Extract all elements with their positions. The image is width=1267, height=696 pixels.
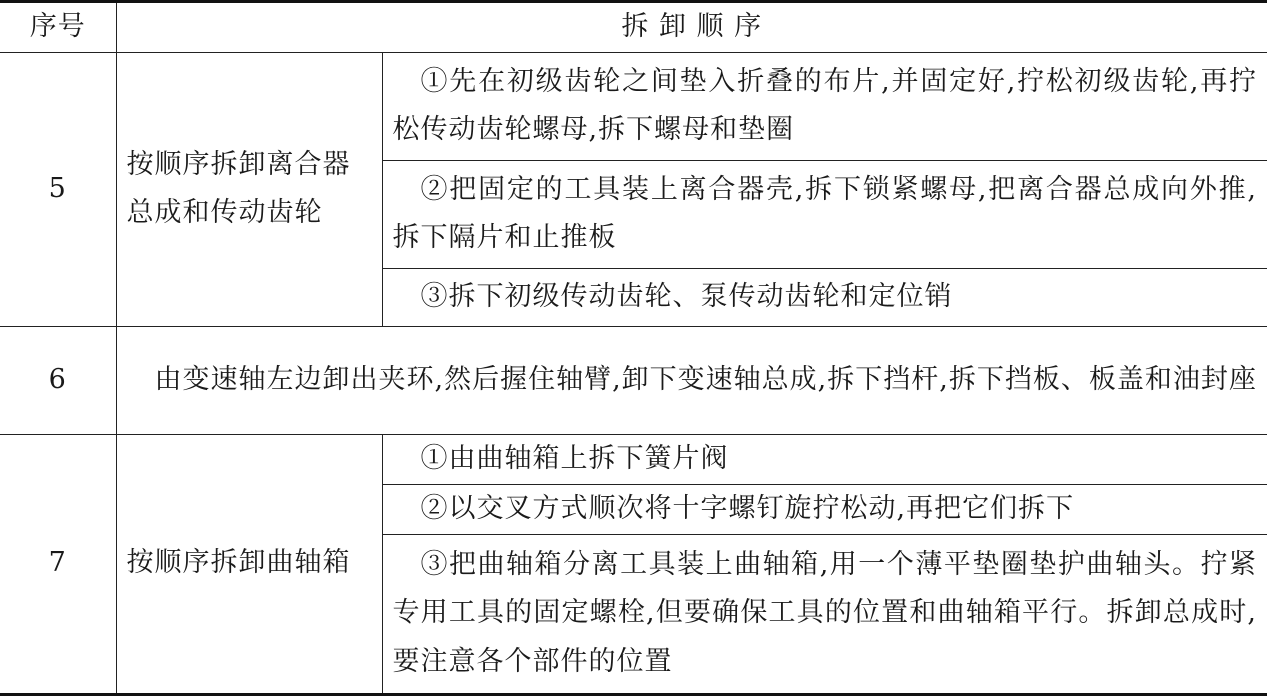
step-6-text: 由变速轴左边卸出夹环,然后握住轴臂,卸下变速轴总成,拆下挡杆,拆下挡板、板盖和油封座 xyxy=(116,326,1267,434)
step-7-3: ③把曲轴箱分离工具装上曲轴箱,用一个薄平垫圈垫护曲轴头。拧紧专用工具的固定螺栓,但要确保工具的位置和曲轴箱平行。拆卸总成时,要注意各个部件的位置 xyxy=(382,534,1267,694)
step-group-clutch-and-drive-gear: 按顺序拆卸离合器总成和传动齿轮 xyxy=(116,52,382,326)
step-group-crankcase: 按顺序拆卸曲轴箱 xyxy=(116,434,382,694)
header-sequence-number: 序号 xyxy=(0,2,116,53)
row-number-5: 5 xyxy=(0,52,116,326)
header-disassembly-sequence: 拆 卸 顺 序 xyxy=(116,2,1267,53)
table-row xyxy=(0,434,1267,484)
step-5-1: ①先在初级齿轮之间垫入折叠的布片,并固定好,拧松初级齿轮,再拧松传动齿轮螺母,拆下螺母和垫圈 xyxy=(382,52,1267,160)
table-row xyxy=(0,52,1267,160)
step-5-2: ②把固定的工具装上离合器壳,拆下锁紧螺母,把离合器总成向外推,拆下隔片和止推板 xyxy=(382,160,1267,268)
step-5-3: ③拆下初级传动齿轮、泵传动齿轮和定位销 xyxy=(382,268,1267,326)
row-number-7: 7 xyxy=(0,434,116,694)
row-number-6: 6 xyxy=(0,326,116,434)
step-7-2: ②以交叉方式顺次将十字螺钉旋拧松动,再把它们拆下 xyxy=(382,484,1267,534)
table-header-row xyxy=(0,2,1267,53)
table-row xyxy=(0,326,1267,434)
step-7-1: ①由曲轴箱上拆下簧片阀 xyxy=(382,434,1267,484)
